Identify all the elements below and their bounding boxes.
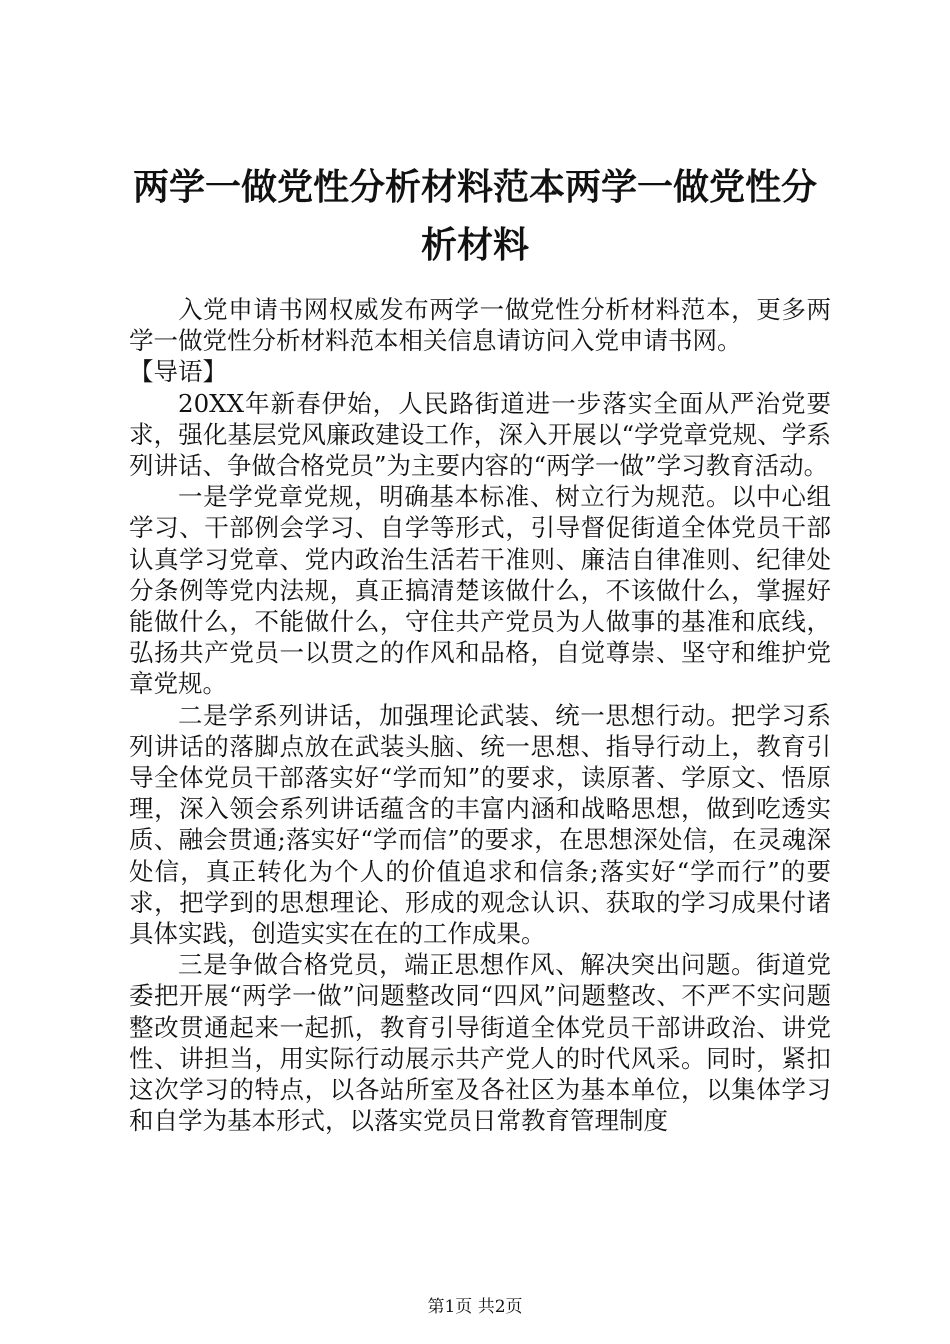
body-paragraph-4: 三是争做合格党员，端正思想作风、解决突出问题。街道党委把开展“两学一做”问题整改同“四风”问题整改、不严不实问题整改贯通起来一起抓，教育引导街道全体党员干部讲政治、讲党性、讲担当，用实际行动展示共产党人的时代风采。同时，紧扣这次学习的特点，以各站所室及各社区为基本单位，以集体学习和自学为基本形式，以落实党员日常教育管理制度: [129, 950, 831, 1136]
document-title: 两学一做党性分析材料范本两学一做党性分析材料: [132, 166, 817, 266]
document-body: [129, 294, 831, 1136]
lead-heading: 【导语】: [129, 357, 227, 387]
intro-paragraph: 入党申请书网权威发布两学一做党性分析材料范本，更多两学一做党性分析材料范本相关信息请访问入党申请书网。: [129, 295, 831, 356]
page-footer: 第1页 共2页: [427, 1297, 523, 1317]
body-paragraph-3: 二是学系列讲话，加强理论武装、统一思想行动。把学习系列讲话的落脚点放在武装头脑、统一思想、指导行动上，教育引导全体党员干部落实好“学而知”的要求，读原著、学原文、悟原理，深入领会系列讲话蕴含的丰富内涵和战略思想，做到吃透实质、融会贯通;落实好“学而信”的要求，在思想深处信，在灵魂深处信，真正转化为个人的价值追求和信条;落实好“学而行”的要求，把学到的思想理论、形成的观念认识、获取的学习成果付诸具体实践，创造实实在在的工作成果。: [129, 700, 831, 949]
body-paragraph-2: 一是学党章党规，明确基本标准、树立行为规范。以中心组学习、干部例会学习、自学等形式，引导督促街道全体党员干部认真学习党章、党内政治生活若干准则、廉洁自律准则、纪律处分条例等党内法规，真正搞清楚该做什么，不该做什么，掌握好能做什么，不能做什么，守住共产党员为人做事的基准和底线，弘扬共产党员一以贯之的作风和品格，自觉尊崇、坚守和维护党章党规。: [129, 482, 831, 699]
body-paragraph-1: 20XX年新春伊始，人民路街道进一步落实全面从严治党要求，强化基层党风廉政建设工作，深入开展以“学党章党规、学系列讲话、争做合格党员”为主要内容的“两学一做”学习教育活动。: [129, 388, 831, 481]
